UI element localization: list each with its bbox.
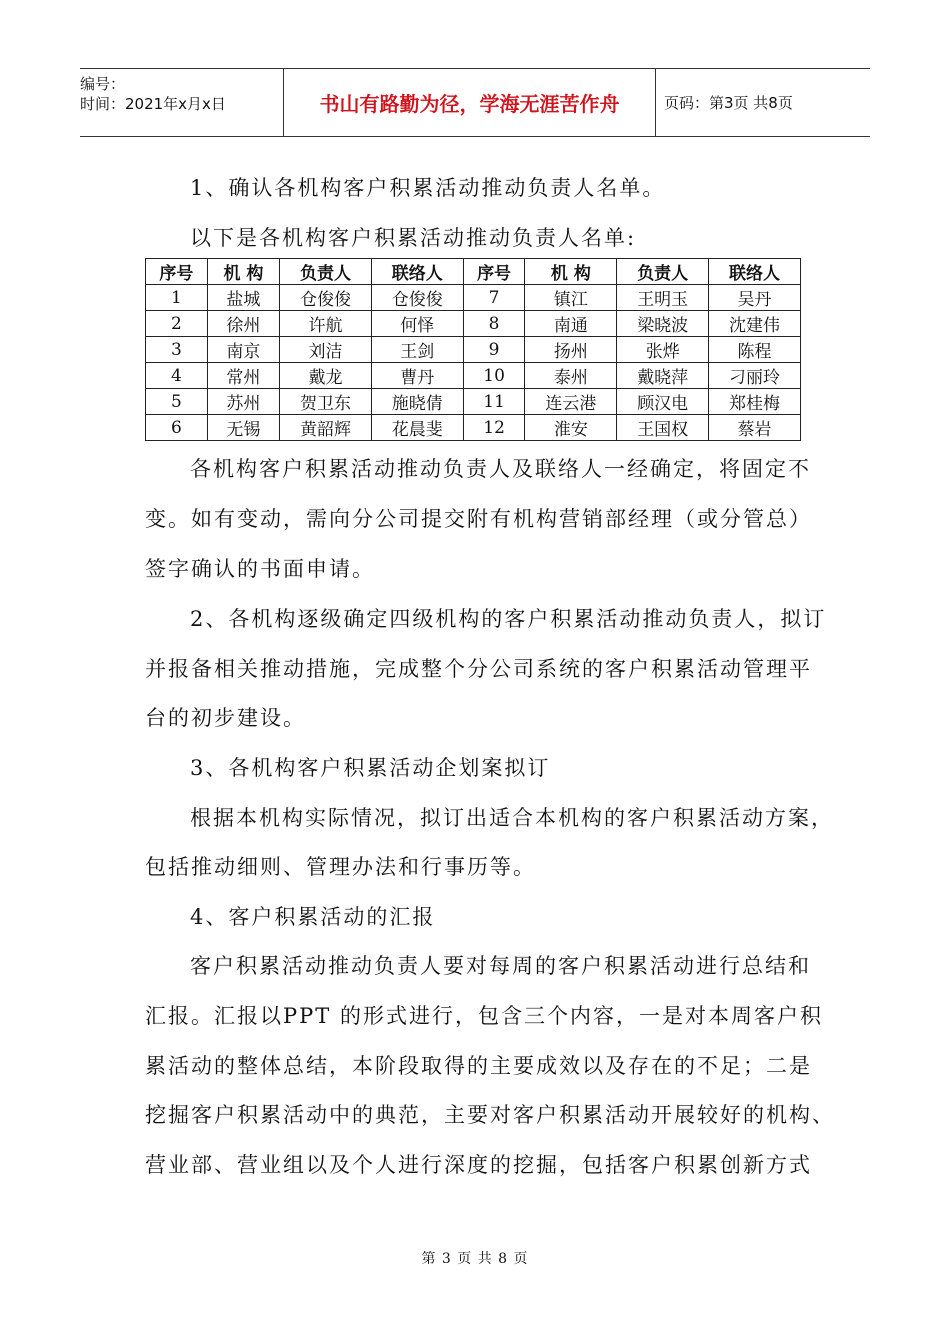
table-cell: 贺卫东 <box>280 389 372 415</box>
table-cell: 王明玉 <box>617 285 709 311</box>
table-cell: 泰州 <box>525 363 617 389</box>
col-header: 联络人 <box>371 259 463 285</box>
paragraph-1: 1、确认各机构客户积累活动推动负责人名单。 <box>190 176 666 200</box>
paragraph-3-line-2: 变。如有变动，需向分公司提交附有机构营销部经理（或分管总） <box>145 507 812 531</box>
table-cell: 王国权 <box>617 415 709 441</box>
table-cell: 花晨斐 <box>371 415 463 441</box>
table-cell: 无锡 <box>207 415 279 441</box>
paragraph-8-line-3: 累活动的整体总结，本阶段取得的主要成效以及存在的不足；二是 <box>145 1054 812 1078</box>
table-row <box>146 363 801 389</box>
table-cell: 南通 <box>525 311 617 337</box>
paragraph-8-line-2: 汇报。汇报以PPT 的形式进行，包含三个内容，一是对本周客户积 <box>145 1004 823 1028</box>
table-cell: 黄韶辉 <box>280 415 372 441</box>
table-cell: 6 <box>146 415 208 441</box>
col-header: 序号 <box>146 259 208 285</box>
table-cell: 连云港 <box>525 389 617 415</box>
table-cell: 沈建伟 <box>709 311 801 337</box>
header-info-cell <box>80 69 284 136</box>
page-footer: 第 3 页 共 8 页 <box>421 1251 529 1267</box>
table-cell: 5 <box>146 389 208 415</box>
table-cell: 戴龙 <box>280 363 372 389</box>
table-cell: 7 <box>463 285 525 311</box>
header-page-label: 页码：第3页 共8页 <box>664 94 793 112</box>
table-cell: 扬州 <box>525 337 617 363</box>
col-header: 序号 <box>463 259 525 285</box>
paragraph-3-line-3: 签字确认的书面申请。 <box>145 557 375 581</box>
table-cell: 南京 <box>207 337 279 363</box>
col-header: 机 构 <box>207 259 279 285</box>
table-cell: 苏州 <box>207 389 279 415</box>
table-cell: 徐州 <box>207 311 279 337</box>
paragraph-8-line-5: 营业部、营业组以及个人进行深度的挖掘，包括客户积累创新方式 <box>145 1153 812 1177</box>
table-header-row <box>146 259 801 285</box>
table-cell: 9 <box>463 337 525 363</box>
table-cell: 2 <box>146 311 208 337</box>
table-row <box>146 311 801 337</box>
header-motto: 书山有路勤为径，学海无涯苦作舟 <box>284 69 656 136</box>
table-row <box>146 285 801 311</box>
table-row <box>146 337 801 363</box>
table-cell: 仓俊俊 <box>280 285 372 311</box>
table-cell: 戴晓萍 <box>617 363 709 389</box>
paragraph-8-line-4: 挖掘客户积累活动中的典范，主要对客户积累活动开展较好的机构、 <box>145 1103 835 1127</box>
table-cell: 郑桂梅 <box>709 389 801 415</box>
page-header <box>80 68 870 137</box>
table-cell: 12 <box>463 415 525 441</box>
table-row <box>146 415 801 441</box>
table-cell: 吴丹 <box>709 285 801 311</box>
paragraph-5: 3、各机构客户积累活动企划案拟订 <box>190 756 551 780</box>
paragraph-2: 以下是各机构客户积累活动推动负责人名单: <box>190 226 637 250</box>
col-header: 联络人 <box>709 259 801 285</box>
paragraph-3-line-1: 各机构客户积累活动推动负责人及联络人一经确定，将固定不 <box>190 457 811 481</box>
table-cell: 4 <box>146 363 208 389</box>
staff-table <box>145 258 801 441</box>
table-cell: 11 <box>463 389 525 415</box>
table-cell: 刘洁 <box>280 337 372 363</box>
paragraph-6-line-2: 包括推动细则、管理办法和行事历等。 <box>145 855 536 879</box>
table-cell: 3 <box>146 337 208 363</box>
paragraph-4-line-1: 2、各机构逐级确定四级机构的客户积累活动推动负责人，拟订 <box>190 607 827 631</box>
table-row <box>146 389 801 415</box>
paragraph-8-line-1: 客户积累活动推动负责人要对每周的客户积累活动进行总结和 <box>190 954 811 978</box>
table-cell: 王剑 <box>371 337 463 363</box>
col-header: 负责人 <box>617 259 709 285</box>
table-cell: 淮安 <box>525 415 617 441</box>
table-cell: 蔡岩 <box>709 415 801 441</box>
table-cell: 常州 <box>207 363 279 389</box>
table-cell: 顾汉电 <box>617 389 709 415</box>
table-cell: 刁丽玲 <box>709 363 801 389</box>
table-cell: 陈程 <box>709 337 801 363</box>
date-label: 时间：2021年x月x日 <box>80 95 226 113</box>
table-cell: 镇江 <box>525 285 617 311</box>
table-cell: 仓俊俊 <box>371 285 463 311</box>
table-cell: 10 <box>463 363 525 389</box>
paragraph-7: 4、客户积累活动的汇报 <box>190 905 436 929</box>
table-cell: 盐城 <box>207 285 279 311</box>
table-cell: 1 <box>146 285 208 311</box>
paragraph-4-line-3: 台的初步建设。 <box>145 706 306 730</box>
table-cell: 8 <box>463 311 525 337</box>
table-cell: 曹丹 <box>371 363 463 389</box>
table-cell: 何怿 <box>371 311 463 337</box>
table-cell: 张烨 <box>617 337 709 363</box>
table-cell: 许航 <box>280 311 372 337</box>
table-cell: 施晓倩 <box>371 389 463 415</box>
table-cell: 梁晓波 <box>617 311 709 337</box>
col-header: 负责人 <box>280 259 372 285</box>
col-header: 机 构 <box>525 259 617 285</box>
paragraph-6-line-1: 根据本机构实际情况，拟订出适合本机构的客户积累活动方案， <box>190 806 834 830</box>
paragraph-4-line-2: 并报备相关推动措施，完成整个分公司系统的客户积累活动管理平 <box>145 657 812 681</box>
number-label: 编号： <box>80 75 126 93</box>
